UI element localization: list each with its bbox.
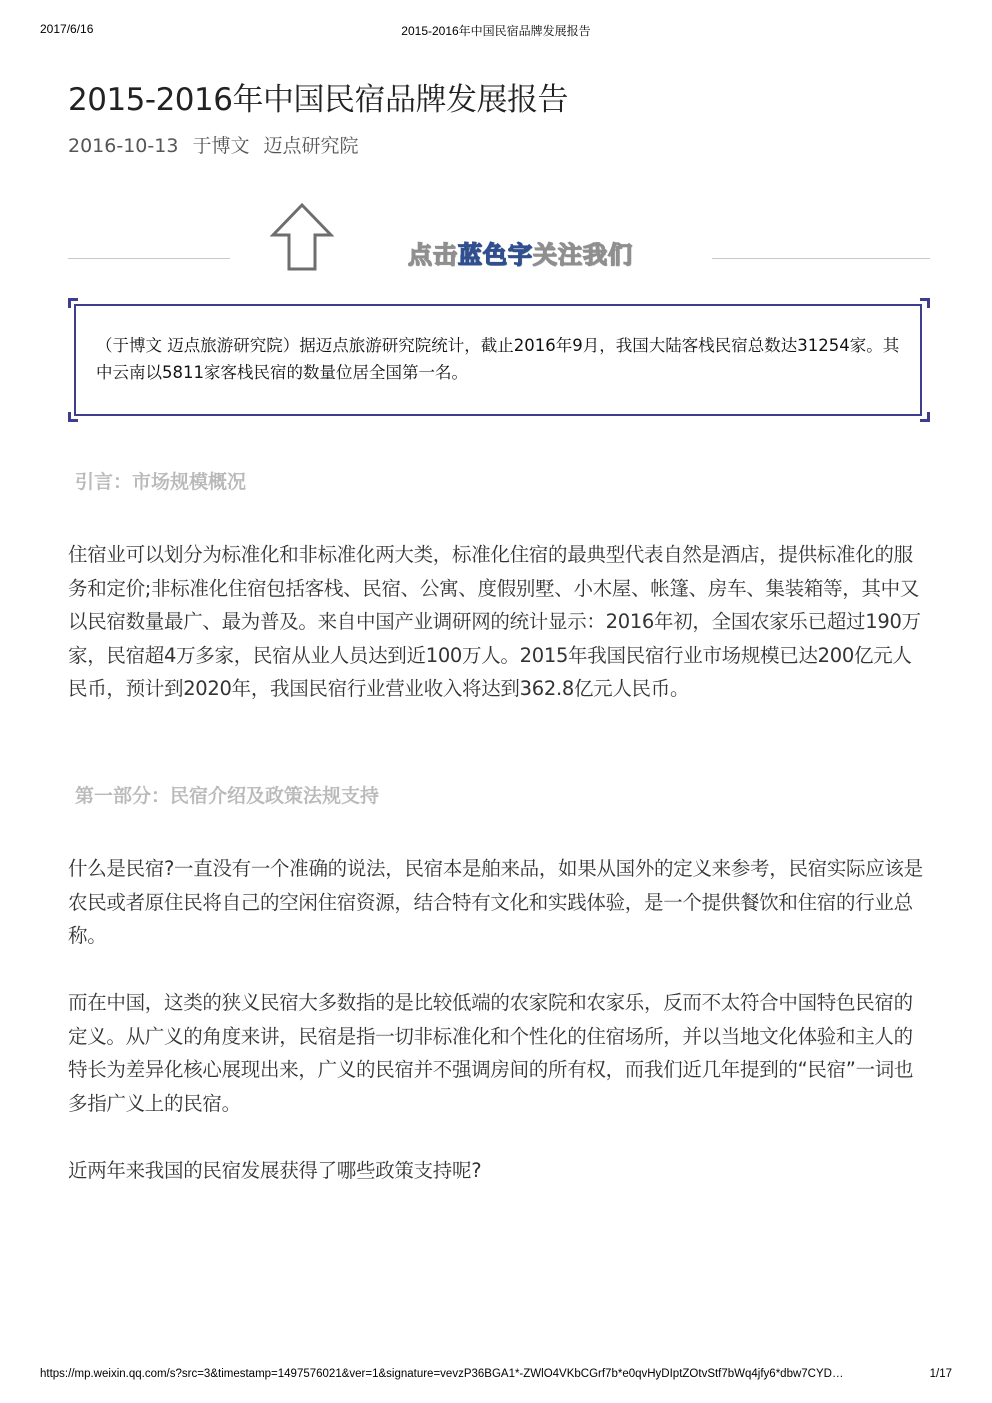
article-title: 2015-2016年中国民宿品牌发展报告	[68, 82, 568, 118]
page-number: 1/17	[929, 1368, 952, 1380]
paragraph: 住宿业可以划分为标准化和非标准化两大类，标准化住宿的最典型代表自然是酒店，提供标准化的服务和定价;非标准化住宿包括客栈、民宿、公寓、度假别墅、小木屋、帐篷、房车、集装箱等，其中又以民宿数量最广、最为普及。来自中国产业调研网的统计显示：2016年初，全国农家乐已超过190万家，民宿超4万多家，民宿从业人员达到近100万人。2015年我国民宿行业市场规模已达200亿元人民币，预计到2020年，我国民宿行业营业收入将达到362.8亿元人民币。	[68, 543, 921, 700]
up-arrow-icon	[270, 202, 334, 272]
print-footer	[40, 1368, 952, 1386]
account-name-link[interactable]: 迈点研究院	[263, 135, 359, 157]
follow-banner[interactable]	[68, 200, 930, 275]
print-url: https://mp.weixin.qq.com/s?src=3&timestamp=1497576021&ver=1&signature=vevzP36BGA1*-ZWlO4VKbCGrf7b*e0qvHyDIptZOtvStf7bWq4jfy6*dbw7CYD…	[40, 1368, 844, 1380]
follow-suffix: 关注我们	[533, 241, 633, 269]
print-date: 2017/6/16	[40, 22, 94, 36]
article-meta	[68, 132, 367, 160]
paragraph: 而在中国，这类的狭义民宿大多数指的是比较低端的农家院和农家乐，反而不太符合中国特色民宿的定义。从广义的角度来讲，民宿是指一切非标准化和个性化的住宿场所，并以当地文化体验和主人的特长为差异化核心展现出来，广义的民宿并不强调房间的所有权，而我们近几年提到的“民宿”一词也多指广义上的民宿。	[68, 991, 914, 1115]
summary-text: （于博文 迈点旅游研究院）据迈点旅游研究院统计，截止2016年9月，我国大陆客栈民宿总数达31254家。其中云南以5811家客栈民宿的数量位居全国第一名。	[96, 336, 900, 382]
follow-highlight: 蓝色字	[458, 241, 533, 269]
banner-divider-left	[68, 258, 230, 259]
section-heading-part-one: 第一部分：民宿介绍及政策法规支持	[75, 785, 380, 807]
publish-date: 2016-10-13	[68, 135, 179, 157]
author-name: 于博文	[192, 135, 250, 157]
print-doc-title: 2015-2016年中国民宿品牌发展报告	[401, 24, 591, 38]
banner-divider-right	[712, 258, 930, 259]
paragraph: 什么是民宿?一直没有一个准确的说法，民宿本是舶来品，如果从国外的定义来参考，民宿实际应该是农民或者原住民将自己的空闲住宿资源，结合特有文化和实践体验，是一个提供餐饮和住宿的行业总称。	[68, 857, 923, 947]
print-header	[40, 22, 952, 42]
section-heading-intro: 引言：市场规模概况	[75, 471, 247, 493]
follow-prefix: 点击	[408, 241, 458, 269]
follow-us-text	[408, 240, 633, 270]
paragraph: 近两年来我国的民宿发展获得了哪些政策支持呢?	[68, 1159, 482, 1182]
summary-box	[68, 298, 930, 422]
